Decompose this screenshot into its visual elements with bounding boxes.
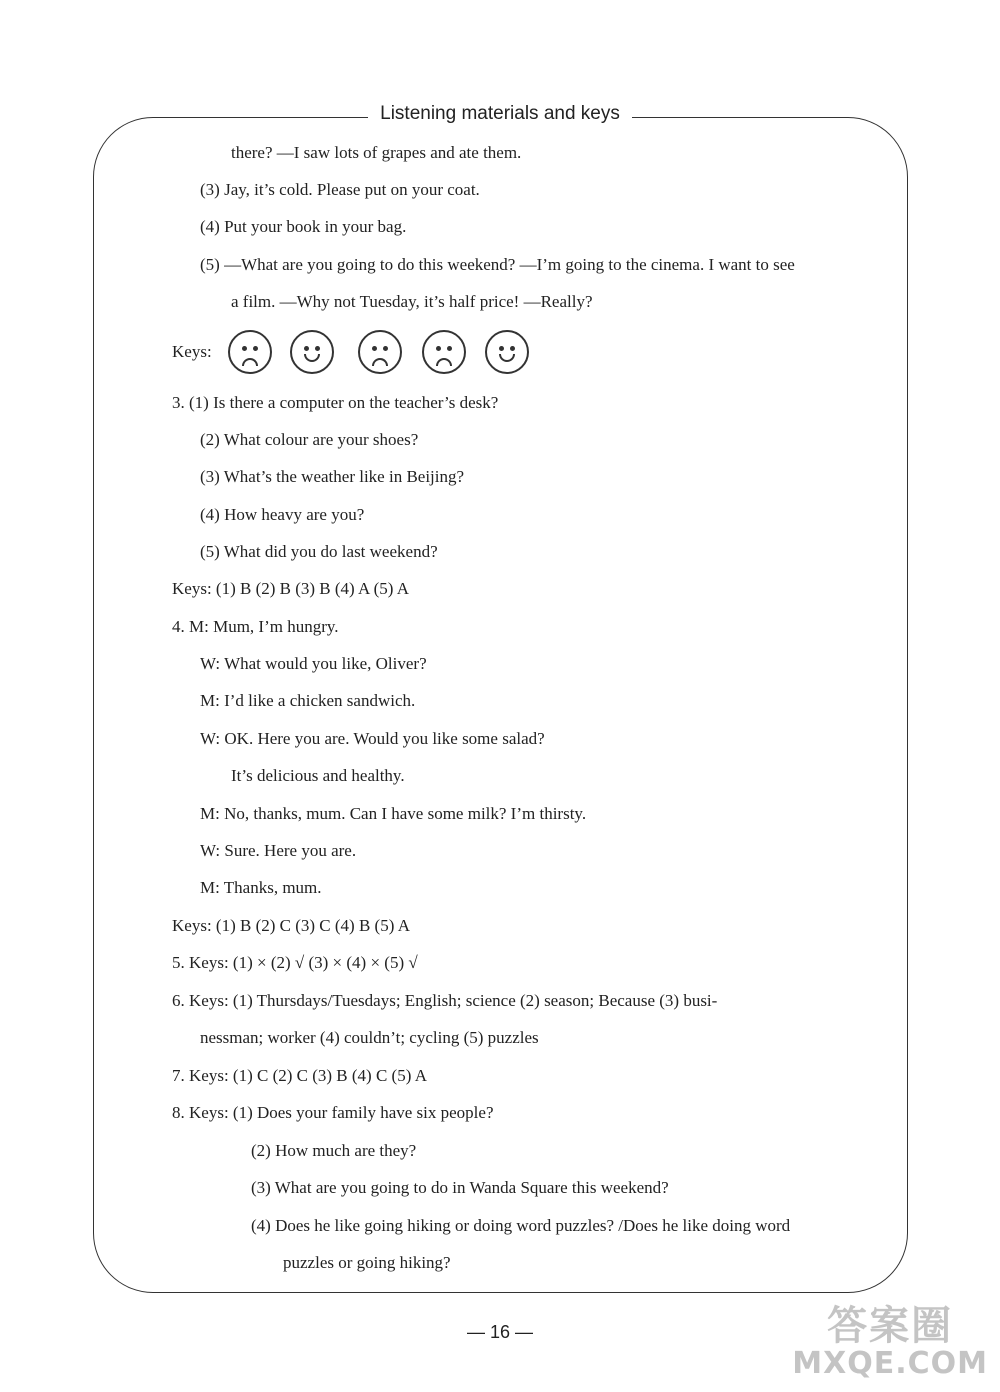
sad-face-icon [228, 330, 272, 374]
text-line: Keys: (1) B (2) C (3) C (4) B (5) A [172, 916, 410, 935]
happy-face-icon [290, 330, 334, 374]
text-line: (2) How much are they? [251, 1141, 417, 1160]
text-line: 3. (1) Is there a computer on the teacher’s desk? [172, 393, 499, 412]
sad-face-icon [358, 330, 402, 374]
text-line: (4) Put your book in your bag. [200, 217, 407, 236]
text-line: (3) What are you going to do in Wanda Square this weekend? [251, 1178, 669, 1197]
text-line: W: OK. Here you are. Would you like some salad? [200, 729, 545, 748]
watermark-line1: 答案圈 [827, 1303, 954, 1349]
text-line: 7. Keys: (1) C (2) C (3) B (4) C (5) A [172, 1066, 427, 1085]
header-title: Listening materials and keys [368, 103, 632, 124]
text-line: 6. Keys: (1) Thursdays/Tuesdays; English; science (2) season; Because (3) busi- [172, 991, 718, 1010]
watermark-line2: MXQE.COM [792, 1346, 988, 1381]
text-line: W: Sure. Here you are. [200, 841, 357, 860]
text-line: (5) —What are you going to do this weekend? —I’m going to the cinema. I want to see [200, 255, 795, 274]
text-line: 8. Keys: (1) Does your family have six people? [172, 1103, 494, 1122]
text-line: (3) What’s the weather like in Beijing? [200, 467, 465, 486]
text-line: there? —I saw lots of grapes and ate them. [231, 143, 522, 162]
text-line: M: Thanks, mum. [200, 878, 322, 897]
text-line: (2) What colour are your shoes? [200, 430, 419, 449]
text-line: It’s delicious and healthy. [231, 766, 405, 785]
faces-label: Keys: [172, 342, 212, 361]
text-line: (4) Does he like going hiking or doing word puzzles? /Does he like doing word [251, 1216, 791, 1235]
text-line: (5) What did you do last weekend? [200, 542, 438, 561]
text-line: Keys: (1) B (2) B (3) B (4) A (5) A [172, 579, 410, 598]
text-line: W: What would you like, Oliver? [200, 654, 427, 673]
text-line: 4. M: Mum, I’m hungry. [172, 617, 339, 636]
text-line: nessman; worker (4) couldn’t; cycling (5) puzzles [200, 1028, 539, 1047]
watermark-logo [792, 1304, 988, 1380]
text-line: M: No, thanks, mum. Can I have some milk? I’m thirsty. [200, 804, 587, 823]
text-line: a film. —Why not Tuesday, it’s half price! —Really? [231, 292, 593, 311]
text-line: (3) Jay, it’s cold. Please put on your coat. [200, 180, 480, 199]
text-line: puzzles or going hiking? [283, 1253, 451, 1272]
page-number: — 16 — [466, 1322, 534, 1342]
text-line: M: I’d like a chicken sandwich. [200, 691, 416, 710]
text-line: 5. Keys: (1) × (2) √ (3) × (4) × (5) √ [172, 953, 418, 972]
happy-face-icon [485, 330, 529, 374]
text-line: (4) How heavy are you? [200, 505, 365, 524]
sad-face-icon [422, 330, 466, 374]
page-header [0, 103, 1000, 125]
